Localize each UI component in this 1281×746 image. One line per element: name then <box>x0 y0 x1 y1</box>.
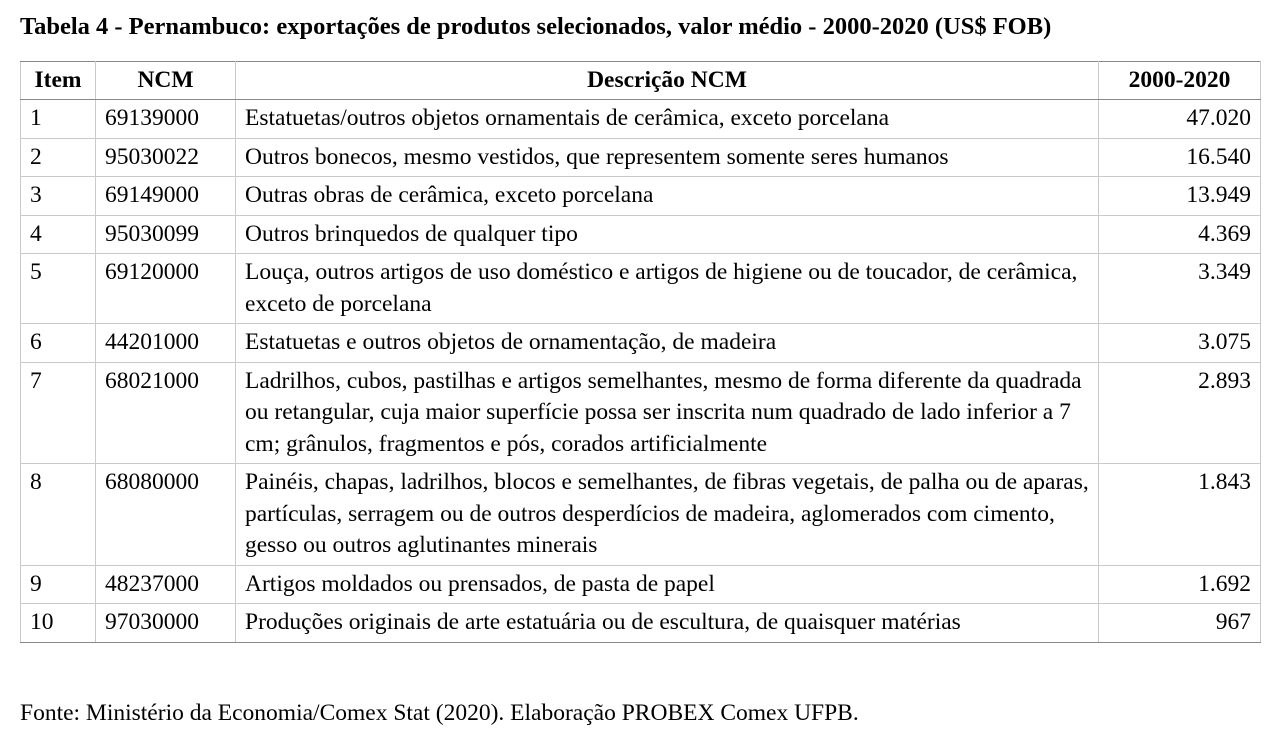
cell-valor: 3.349 <box>1099 254 1261 324</box>
table-row <box>21 324 1261 363</box>
cell-ncm: 69120000 <box>96 254 236 324</box>
cell-item: 6 <box>21 324 96 363</box>
table-row <box>21 464 1261 566</box>
header-periodo: 2000-2020 <box>1099 62 1261 100</box>
cell-valor: 16.540 <box>1099 138 1261 177</box>
table-title: Tabela 4 - Pernambuco: exportações de produtos selecionados, valor médio - 2000-2020 (US$ FOB) <box>20 13 1052 40</box>
cell-ncm: 48237000 <box>96 565 236 604</box>
cell-item: 4 <box>21 215 96 254</box>
cell-valor: 2.893 <box>1099 362 1261 464</box>
cell-valor: 47.020 <box>1099 100 1261 139</box>
cell-ncm: 68021000 <box>96 362 236 464</box>
table-row <box>21 565 1261 604</box>
cell-valor: 4.369 <box>1099 215 1261 254</box>
cell-ncm: 97030000 <box>96 604 236 643</box>
cell-descricao: Estatuetas e outros objetos de ornamentação, de madeira <box>236 324 1099 363</box>
cell-descricao: Louça, outros artigos de uso doméstico e artigos de higiene ou de toucador, de cerâmica, exceto de porcelana <box>236 254 1099 324</box>
cell-ncm: 68080000 <box>96 464 236 566</box>
cell-descricao: Painéis, chapas, ladrilhos, blocos e semelhantes, de fibras vegetais, de palha ou de aparas, partículas, serragem ou de outros desperdícios de madeira, aglomerados com cimento, gesso ou outros aglutinantes minerais <box>236 464 1099 566</box>
header-item: Item <box>21 62 96 100</box>
header-descricao: Descrição NCM <box>236 62 1099 100</box>
table-row <box>21 100 1261 139</box>
cell-ncm: 69149000 <box>96 177 236 216</box>
table-row <box>21 177 1261 216</box>
cell-item: 7 <box>21 362 96 464</box>
source-note: Fonte: Ministério da Economia/Comex Stat (2020). Elaboração PROBEX Comex UFPB. <box>20 700 859 726</box>
table-row <box>21 138 1261 177</box>
cell-descricao: Artigos moldados ou prensados, de pasta de papel <box>236 565 1099 604</box>
table-row <box>21 604 1261 643</box>
table-row <box>21 362 1261 464</box>
table-header-row <box>21 62 1261 100</box>
cell-ncm: 95030022 <box>96 138 236 177</box>
cell-descricao: Outros brinquedos de qualquer tipo <box>236 215 1099 254</box>
table-row <box>21 254 1261 324</box>
cell-item: 2 <box>21 138 96 177</box>
cell-item: 8 <box>21 464 96 566</box>
cell-descricao: Estatuetas/outros objetos ornamentais de cerâmica, exceto porcelana <box>236 100 1099 139</box>
cell-item: 1 <box>21 100 96 139</box>
header-ncm: NCM <box>96 62 236 100</box>
cell-ncm: 69139000 <box>96 100 236 139</box>
cell-descricao: Ladrilhos, cubos, pastilhas e artigos semelhantes, mesmo de forma diferente da quadrada ou retangular, cuja maior superfície possa ser inscrita num quadrado de lado inferior a 7 cm; grânulos, fragmentos e pós, corados artificialmente <box>236 362 1099 464</box>
exports-table <box>20 61 1261 643</box>
cell-descricao: Produções originais de arte estatuária ou de escultura, de quaisquer matérias <box>236 604 1099 643</box>
cell-descricao: Outras obras de cerâmica, exceto porcelana <box>236 177 1099 216</box>
cell-ncm: 95030099 <box>96 215 236 254</box>
cell-item: 10 <box>21 604 96 643</box>
cell-item: 5 <box>21 254 96 324</box>
cell-valor: 3.075 <box>1099 324 1261 363</box>
cell-valor: 13.949 <box>1099 177 1261 216</box>
cell-descricao: Outros bonecos, mesmo vestidos, que representem somente seres humanos <box>236 138 1099 177</box>
cell-item: 9 <box>21 565 96 604</box>
cell-ncm: 44201000 <box>96 324 236 363</box>
cell-valor: 1.692 <box>1099 565 1261 604</box>
cell-item: 3 <box>21 177 96 216</box>
cell-valor: 1.843 <box>1099 464 1261 566</box>
table-row <box>21 215 1261 254</box>
cell-valor: 967 <box>1099 604 1261 643</box>
